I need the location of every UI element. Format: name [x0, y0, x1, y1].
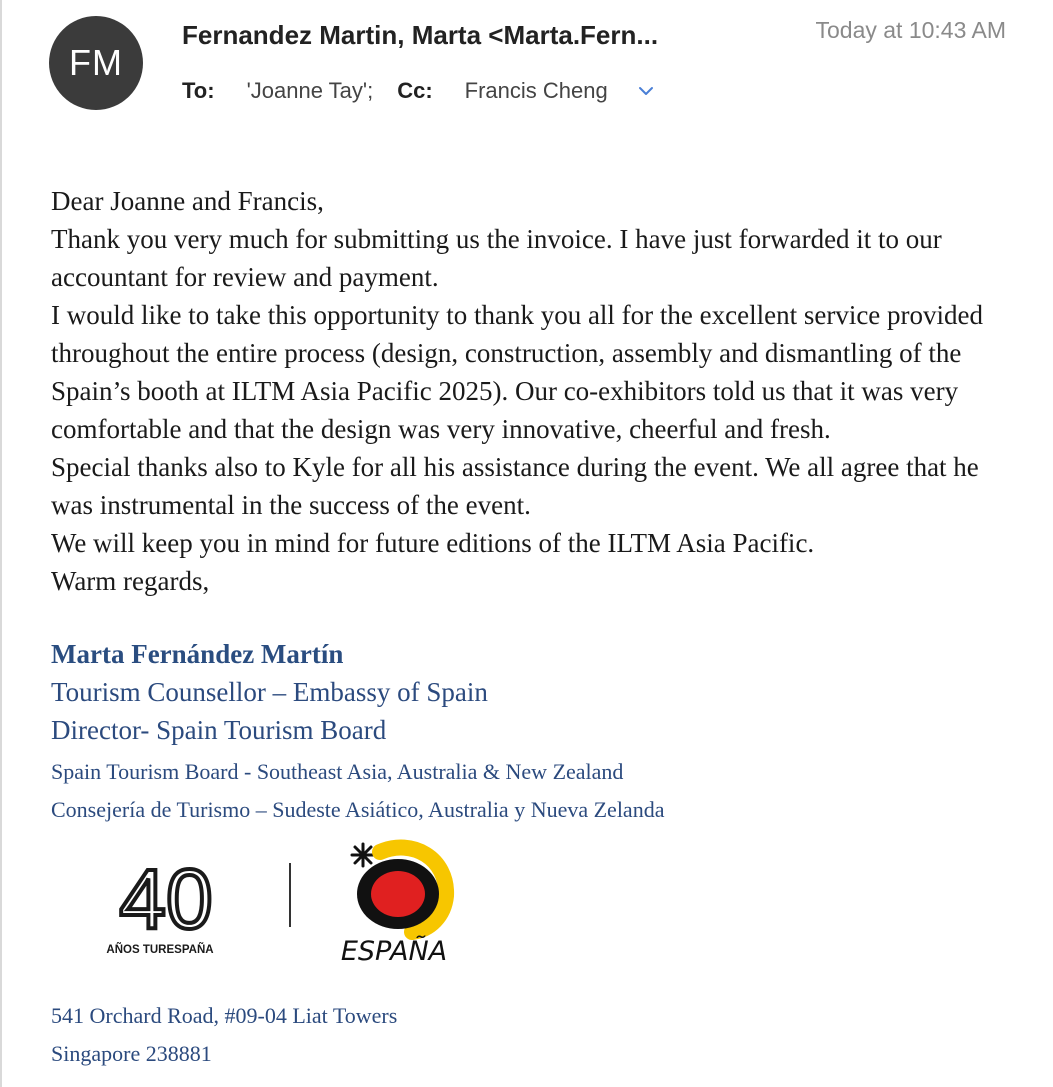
- logo-40-caption: AÑOS TURESPAÑA: [106, 944, 214, 956]
- signature-board: Spain Tourism Board - Southeast Asia, Australia & New Zealand: [51, 759, 624, 784]
- body-paragraph-thanks: I would like to take this opportunity to thank you all for the excellent service provided throughout the entire process (design, construction, assembly and dismantling of the Spain’s booth at ILTM Asia Pacific 2025). Our co-exhibitors told us that it was very comfortable and that the design was very innovative, cheerful and fresh.: [51, 300, 984, 444]
- signature-director: Director- Spain Tourism Board: [51, 715, 387, 745]
- cc-label: Cc:: [397, 78, 433, 103]
- cc-recipient[interactable]: Francis Cheng: [464, 78, 608, 103]
- address-line-2: Singapore 238881: [51, 1041, 212, 1066]
- turespana-40-logo: [86, 852, 246, 964]
- logo-40-number: 40: [119, 852, 213, 946]
- recipients-row: [182, 76, 656, 106]
- message-timestamp: Today at 10:43 AM: [815, 17, 1006, 43]
- sun-red-core: [371, 871, 425, 917]
- espana-logo: [334, 838, 460, 972]
- signature-title: Tourism Counsellor – Embassy of Spain: [51, 677, 488, 707]
- to-recipient[interactable]: 'Joanne Tay';: [246, 78, 374, 103]
- body-paragraph-future: We will keep you in mind for future editions of the ILTM Asia Pacific.: [51, 528, 815, 558]
- greeting: Dear Joanne and Francis,: [51, 186, 324, 216]
- window-left-edge: [0, 0, 2, 1087]
- address-line-1: 541 Orchard Road, #09-04 Liat Towers: [51, 1003, 398, 1028]
- sender-avatar[interactable]: FM: [49, 16, 143, 110]
- signature-consejeria: Consejería de Turismo – Sudeste Asiático, Australia y Nueva Zelanda: [51, 797, 665, 822]
- signature-name: Marta Fernández Martín: [51, 639, 344, 669]
- sender-name[interactable]: Fernandez Martin, Marta <Marta.Fern...: [182, 20, 659, 50]
- body-paragraph-invoice: Thank you very much for submitting us the invoice. I have just forwarded it to our accountant for review and payment.: [51, 224, 942, 292]
- body-paragraph-kyle: Special thanks also to Kyle for all his assistance during the event. We all agree that he was instrumental in the success of the event.: [51, 452, 979, 520]
- message-body: [51, 182, 1011, 600]
- to-label: To:: [182, 78, 215, 103]
- espana-wordmark: ESPAÑA: [340, 936, 448, 967]
- logo-divider: [289, 863, 291, 927]
- closing: Warm regards,: [51, 566, 210, 596]
- chevron-down-icon[interactable]: [636, 81, 656, 101]
- star-icon: [352, 844, 374, 866]
